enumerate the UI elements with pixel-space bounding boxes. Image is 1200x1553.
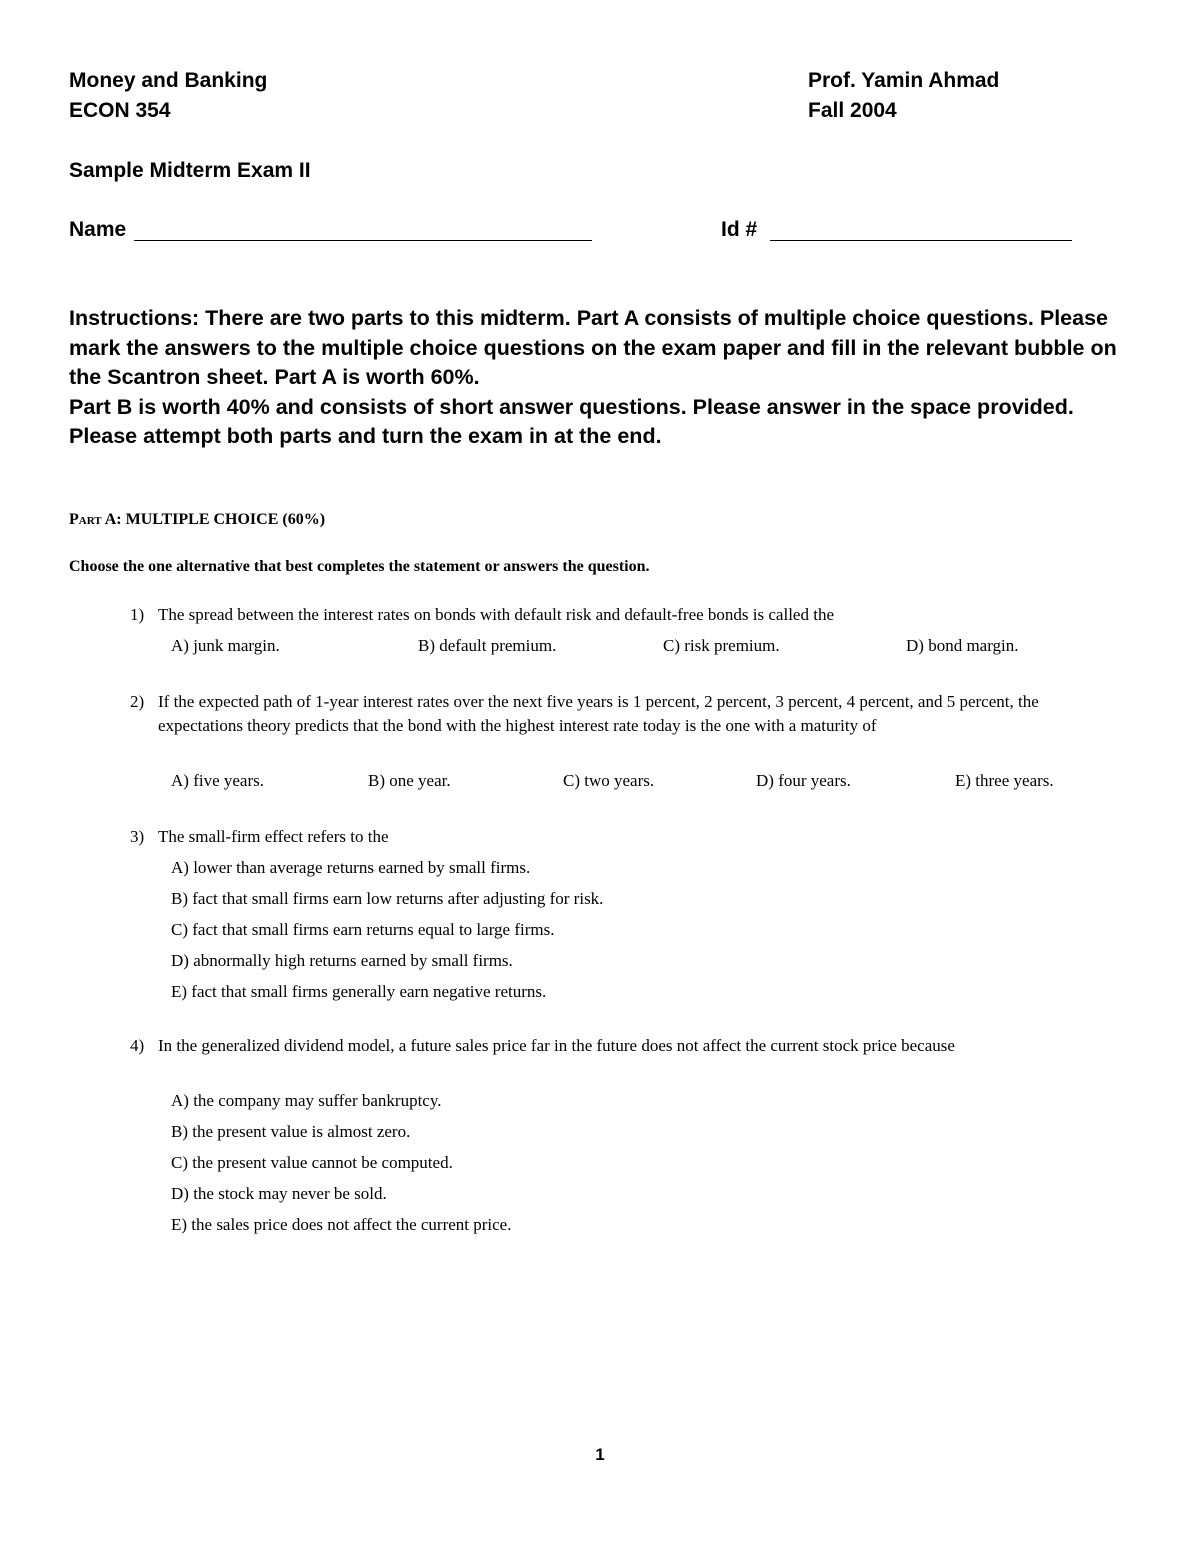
name-field[interactable] xyxy=(134,240,592,241)
option-3e[interactable]: E) fact that small firms generally earn negative returns. xyxy=(171,982,547,1001)
instructions xyxy=(69,304,1129,452)
option-2c[interactable]: C) two years. xyxy=(563,771,655,790)
option-3b[interactable]: B) fact that small firms earn low returns after adjusting for risk. xyxy=(171,889,604,908)
question-2 xyxy=(130,690,1110,738)
course-title: Money and Banking xyxy=(69,69,268,92)
question-1 xyxy=(130,603,1110,627)
question-text: In the generalized dividend model, a future sales price far in the future does not affect the current stock price because xyxy=(158,1036,955,1055)
question-3-options xyxy=(171,856,603,1011)
instructions-part-a: Instructions: There are two parts to this midterm. Part A consists of multiple choice questions. Please mark the answers to the multiple choice questions on the exam paper and fill in the relevant bubble on the Scantron sheet. Part A is worth 60%. xyxy=(69,306,1117,389)
question-number: 1) xyxy=(130,605,145,624)
question-text: The spread between the interest rates on bonds with default risk and default-free bonds is called the xyxy=(158,605,834,624)
option-2a[interactable]: A) five years. xyxy=(171,771,264,790)
question-3 xyxy=(130,825,1110,849)
id-field[interactable] xyxy=(770,240,1072,241)
option-1c[interactable]: C) risk premium. xyxy=(663,636,780,655)
term: Fall 2004 xyxy=(808,99,897,122)
page-number: 1 xyxy=(595,1445,605,1464)
option-2d[interactable]: D) four years. xyxy=(756,771,851,790)
option-3d[interactable]: D) abnormally high returns earned by small firms. xyxy=(171,951,513,970)
option-1a[interactable]: A) junk margin. xyxy=(171,636,280,655)
option-4b[interactable]: B) the present value is almost zero. xyxy=(171,1122,411,1141)
professor-name: Prof. Yamin Ahmad xyxy=(808,69,1000,92)
id-label: Id # xyxy=(721,218,758,241)
option-4c[interactable]: C) the present value cannot be computed. xyxy=(171,1153,453,1172)
question-4-options xyxy=(171,1089,511,1244)
option-4d[interactable]: D) the stock may never be sold. xyxy=(171,1184,387,1203)
part-a-title: Part A: MULTIPLE CHOICE (60%) xyxy=(69,511,326,528)
question-text: If the expected path of 1-year interest rates over the next five years is 1 percent, 2 percent, 3 percent, 4 percent, and 5 percent, the expectations theory predicts that the bond with the highest interest rate today is the one with a maturity of xyxy=(158,692,1039,735)
option-3c[interactable]: C) fact that small firms earn returns equal to large firms. xyxy=(171,920,555,939)
question-number: 3) xyxy=(130,827,145,846)
question-number: 4) xyxy=(130,1036,145,1055)
course-code: ECON 354 xyxy=(69,99,171,122)
instructions-part-b: Part B is worth 40% and consists of short answer questions. Please answer in the space provided. Please attempt both parts and turn the exam in at the end. xyxy=(69,394,1074,448)
part-a-directions: Choose the one alternative that best completes the statement or answers the question. xyxy=(69,558,650,575)
exam-title: Sample Midterm Exam II xyxy=(69,159,311,182)
option-2b[interactable]: B) one year. xyxy=(368,771,451,790)
question-4 xyxy=(130,1034,1110,1058)
question-text: The small-firm effect refers to the xyxy=(158,827,389,846)
option-4e[interactable]: E) the sales price does not affect the current price. xyxy=(171,1215,512,1234)
option-1d[interactable]: D) bond margin. xyxy=(906,636,1019,655)
name-label: Name xyxy=(69,218,127,241)
option-3a[interactable]: A) lower than average returns earned by small firms. xyxy=(171,858,531,877)
option-1b[interactable]: B) default premium. xyxy=(418,636,557,655)
option-2e[interactable]: E) three years. xyxy=(955,771,1054,790)
question-number: 2) xyxy=(130,692,145,711)
option-4a[interactable]: A) the company may suffer bankruptcy. xyxy=(171,1091,442,1110)
